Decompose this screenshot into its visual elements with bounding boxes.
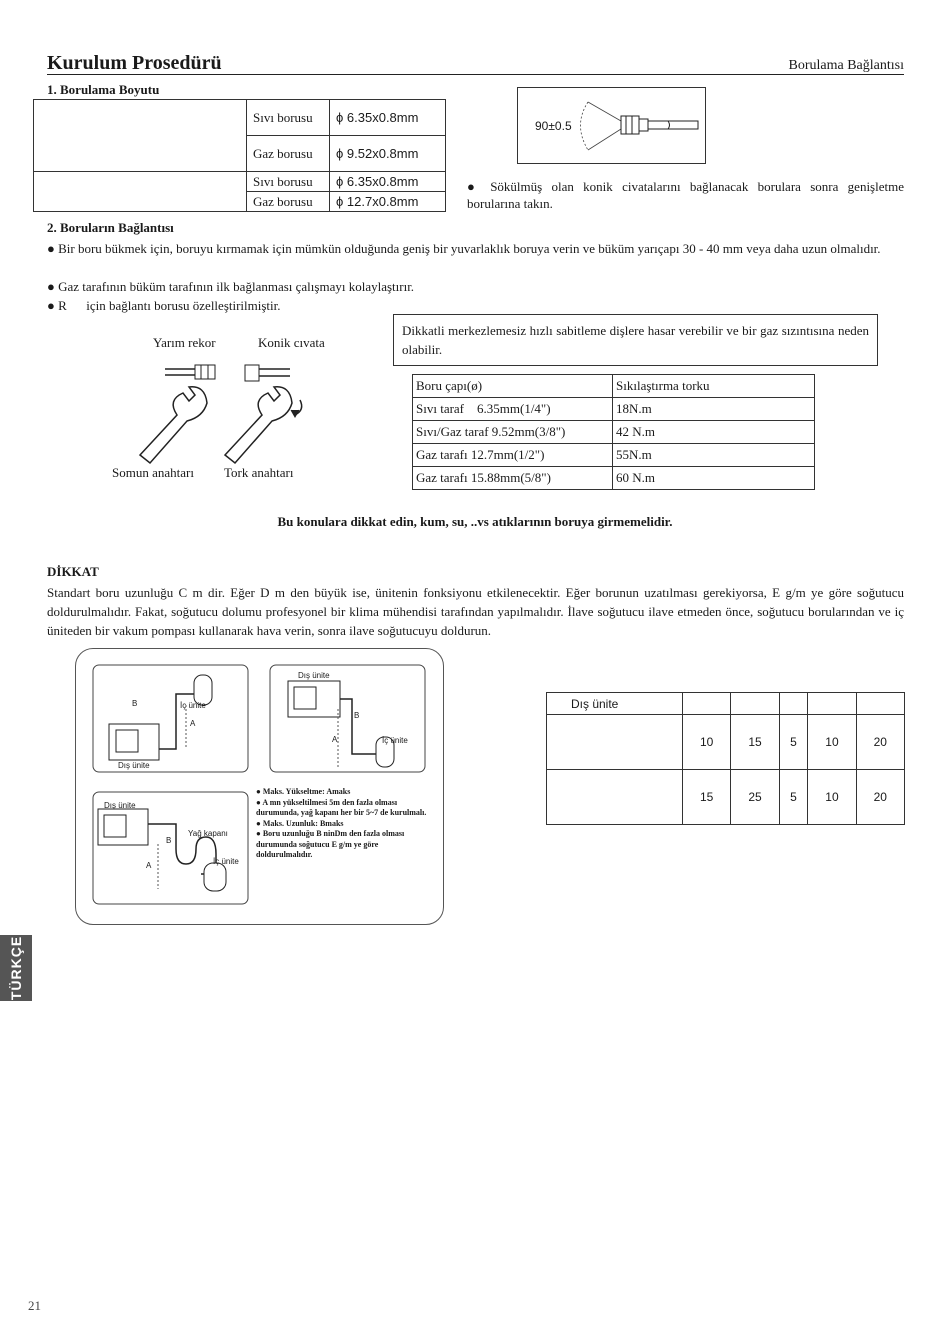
page-number: 21 [28, 1298, 41, 1313]
diagram-notes [256, 787, 431, 861]
pipe-size-cell: ϕ 9.52x0.8mm [330, 136, 446, 172]
diagram-label-b: B [132, 699, 138, 708]
length-table-cell: 20 [856, 715, 904, 770]
length-table-cell [779, 693, 808, 715]
pipe-size-heading: 1. Borulama Boyutu [47, 82, 160, 97]
diagram-label-b: B [166, 836, 172, 845]
diagram-label-a: A [190, 719, 196, 728]
flare-nut-label: Konik cıvata [258, 335, 325, 350]
diagram-note: ● Maks. Yükseltme: Amaks [256, 787, 351, 796]
length-table-cell: 25 [731, 770, 779, 825]
pipe-size-model-cell [34, 100, 247, 172]
half-union-label: Yarım rekor [153, 335, 216, 350]
diagram-label-dis: Dış ünite [298, 671, 330, 680]
diagram-note: ● Boru uzunluğu B ninDm den fazla olması durumunda soğutucu E g/m ye göre doldurulmalıdır. [256, 829, 405, 859]
torque-cell: 60 N.m [613, 467, 815, 490]
torque-header: Sıkılaştırma torku [613, 375, 815, 398]
length-table-cell: 10 [808, 770, 856, 825]
flare-note: ● Sökülmüş olan konik civatalarını bağlanacak borulara sonra genişletme borularına takın. [467, 179, 904, 211]
torque-cell: Sıvı/Gaz taraf 9.52mm(3/8") [413, 421, 613, 444]
wrench-figure [105, 330, 365, 485]
torque-header: Boru çapı(ø) [413, 375, 613, 398]
torque-cell: Sıvı taraf 6.35mm(1/4") [413, 398, 613, 421]
length-table-cell: 10 [683, 715, 731, 770]
length-table-cell [731, 693, 779, 715]
connection-bullet: ● Gaz tarafının büküm tarafının ilk bağlanması çalışmayı kolaylaştırır. [47, 279, 415, 294]
diagram-label-ic: İç ünite [180, 701, 206, 710]
diagram-label-b: B [354, 711, 360, 720]
torque-cell: 55N.m [613, 444, 815, 467]
caution-box: Dikkatli merkezlemesiz hızlı sabitleme dişlere hasar verebilir ve bir gaz sızıntısına neden olabilir. [393, 314, 878, 366]
dikkat-text: Standart boru uzunluğu C m dir. Eğer D m den büyük ise, ünitenin fonksiyonu etkilenecektir. Eğer borunun uzatılması gerekiyorsa, E g/m ye göre soğutucu doldurulmalıdır. Fakat, soğutucu dolumu profesyonel bir klima mühendisi tarafından yapılmalıdır. İlave soğutucu ilave etmeden önce, soğutucu borularından ve iç üniteden bir vakum pompası kullanarak hava verin, sonra ilave soğutucuyu doldurun. [47, 585, 904, 638]
length-table-cell [856, 693, 904, 715]
pipe-name-cell: Sıvı borusu [247, 172, 330, 192]
torque-cell: 18N.m [613, 398, 815, 421]
pipe-name-cell: Gaz borusu [247, 192, 330, 212]
pipe-size-cell: ϕ 6.35x0.8mm [330, 100, 446, 136]
length-table-cell [547, 715, 683, 770]
pipe-size-cell: ϕ 6.35x0.8mm [330, 172, 446, 192]
diagram-label-dis: Dış ünite [104, 801, 136, 810]
connection-bullet: ● Bir boru bükmek için, boruyu kırmamak için mümkün olduğunda geniş bir yuvarlaklık boruya verin ve büküm yarıçapı 30 - 40 mm veya daha uzun olmalıdır. [47, 241, 881, 256]
diagram-label-a: A [146, 861, 152, 870]
length-table-cell [683, 693, 731, 715]
diagram-label-a: A [332, 735, 338, 744]
length-table-cell: 5 [779, 770, 808, 825]
language-tab-label: TÜRKÇE [8, 935, 24, 1001]
length-table-cell: 15 [683, 770, 731, 825]
pipe-size-cell: ϕ 12.7x0.8mm [330, 192, 446, 212]
length-table-cell: 10 [808, 715, 856, 770]
connection-heading: 2. Boruların Bağlantısı [47, 220, 174, 235]
torque-cell: 42 N.m [613, 421, 815, 444]
spanner-label: Somun anahtarı [112, 465, 194, 480]
installation-diagram [75, 648, 444, 925]
section-title: Borulama Bağlantısı [788, 58, 904, 73]
diagram-note: ● A mn yükseltilmesi 5m den fazla olması durumunda, yağ kapanı her bir 5~7 de kurulmalı. [256, 797, 427, 817]
pipe-name-cell: Gaz borusu [247, 136, 330, 172]
length-table-header: Dış ünite [547, 693, 683, 715]
diagram-label-ic: İç ünite [213, 857, 239, 866]
torque-cell: Gaz tarafı 15.88mm(5/8") [413, 467, 613, 490]
flare-figure [517, 87, 706, 164]
length-table-cell: 20 [856, 770, 904, 825]
length-table-cell [808, 693, 856, 715]
length-table-cell: 5 [779, 715, 808, 770]
pipe-size-model-cell [34, 172, 247, 212]
diagram-label-dis: Dış ünite [118, 761, 150, 770]
diagram-note: ● Maks. Uzunluk: Bmaks [256, 818, 344, 828]
pipe-size-table [33, 99, 446, 212]
length-table-cell: 15 [731, 715, 779, 770]
flare-angle-label: 90±0.5 [535, 119, 572, 133]
diagram-label-yag: Yağ kapanı [188, 829, 228, 838]
torque-cell: Gaz tarafı 12.7mm(1/2") [413, 444, 613, 467]
page-title: Kurulum Prosedürü [47, 52, 222, 74]
torque-table [412, 374, 815, 490]
language-tab [0, 935, 32, 1001]
diagram-label-ic: İç ünite [382, 736, 408, 745]
torque-wrench-label: Tork anahtarı [224, 465, 294, 480]
connection-bullet: ● R için bağlantı borusu özelleştirilmiştir. [47, 298, 281, 313]
dikkat-heading: DİKKAT [47, 564, 99, 579]
length-table-cell [547, 770, 683, 825]
wrench-illustration [105, 355, 365, 465]
warning-line: Bu konulara dikkat edin, kum, su, ..vs atıklarının boruya girmemelidir. [277, 514, 673, 529]
header-rule [47, 74, 904, 75]
pipe-length-table [546, 692, 905, 825]
pipe-name-cell: Sıvı borusu [247, 100, 330, 136]
